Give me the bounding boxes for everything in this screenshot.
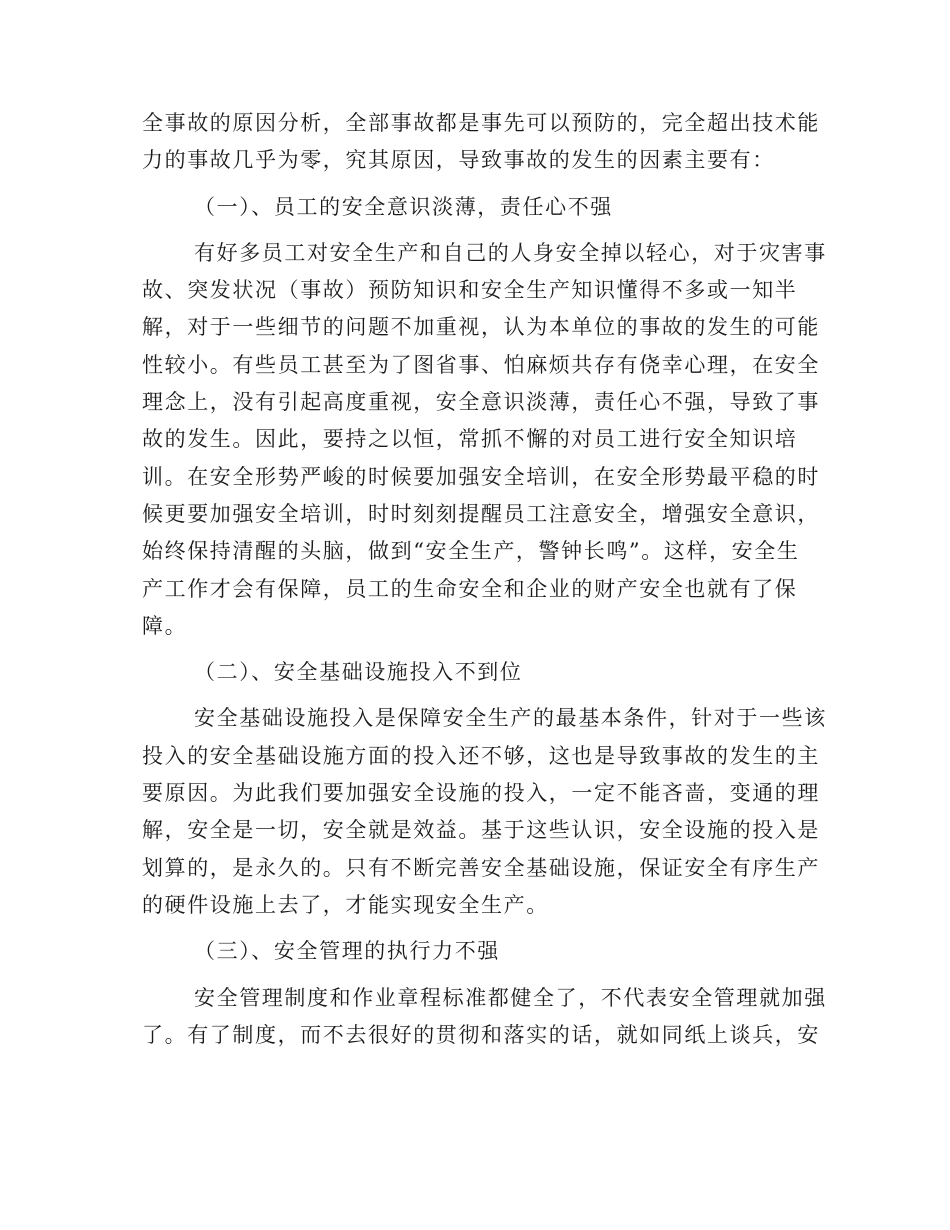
- paragraph-line: 故、突发状况（事故）预防知识和安全生产知识懂得不多或一知半: [142, 278, 798, 303]
- section-3-paragraph: [142, 980, 827, 1055]
- paragraph-line: 全事故的原因分析，全部事故都是事先可以预防的，完全超出技术能: [142, 111, 820, 135]
- paragraph-line: 产工作才会有保障，员工的生命安全和企业的财产安全也就有了保: [142, 576, 798, 601]
- paragraph-line: 性较小。有些员工甚至为了图省事、怕麻烦共存有侥幸心理，在安全: [142, 352, 820, 377]
- paragraph-line: 了。有了制度，而不去很好的贯彻和落实的话，就如同纸上谈兵，安: [142, 1022, 820, 1047]
- section-heading-3: （三）、安全管理的执行力不强: [194, 939, 500, 964]
- paragraph-line: 要原因。为此我们要加强安全设施的投入，一定不能吝啬，变通的理: [142, 781, 820, 806]
- paragraph-line: 障。: [142, 613, 188, 638]
- paragraph-line: 有好多员工对安全生产和自己的人身安全掉以轻心，对于灾害事: [194, 240, 827, 265]
- paragraph-line: 候更要加强安全培训，时时刻刻提醒员工注意安全，增强安全意识，: [142, 501, 820, 526]
- document-page: [142, 105, 827, 1054]
- paragraph-line: 安全管理制度和作业章程标准都健全了，不代表安全管理就加强: [194, 985, 827, 1010]
- paragraph-line: 的硬件设施上去了，才能实现安全生产。: [142, 892, 549, 917]
- paragraph-line: 解，对于一些细节的问题不加重视，认为本单位的事故的发生的可能: [142, 315, 820, 340]
- paragraph-line: 力的事故几乎为零，究其原因，导致事故的发生的因素主要有：: [142, 148, 775, 173]
- intro-paragraph: [142, 105, 820, 180]
- paragraph-line: 理念上，没有引起高度重视，安全意识淡薄，责任心不强，导致了事: [142, 390, 820, 415]
- paragraph-line: 训。在安全形势严峻的时候要加强安全培训，在安全形势最平稳的时: [142, 464, 820, 489]
- paragraph-line: 投入的安全基础设施方面的投入还不够，这也是导致事故的发生的主: [142, 743, 820, 768]
- paragraph-line: 划算的，是永久的。只有不断完善安全基础设施，保证安全有序生产: [142, 855, 820, 880]
- section-heading-1: （一）、员工的安全意识淡薄，责任心不强: [194, 194, 613, 219]
- paragraph-line: 安全基础设施投入是保障安全生产的最基本条件，针对于一些该: [194, 706, 827, 731]
- paragraph-line: 始终保持清醒的头脑，做到“安全生产，警钟长鸣”。这样，安全生: [142, 539, 800, 564]
- section-2-paragraph: [142, 700, 827, 924]
- section-heading-2: （二）、安全基础设施投入不到位: [194, 660, 523, 685]
- paragraph-line: 解，安全是一切，安全就是效益。基于这些认识，安全设施的投入是: [142, 818, 820, 843]
- paragraph-line: 故的发生。因此，要持之以恒，常抓不懈的对员工进行安全知识培: [142, 427, 798, 452]
- section-1-paragraph: [142, 235, 827, 645]
